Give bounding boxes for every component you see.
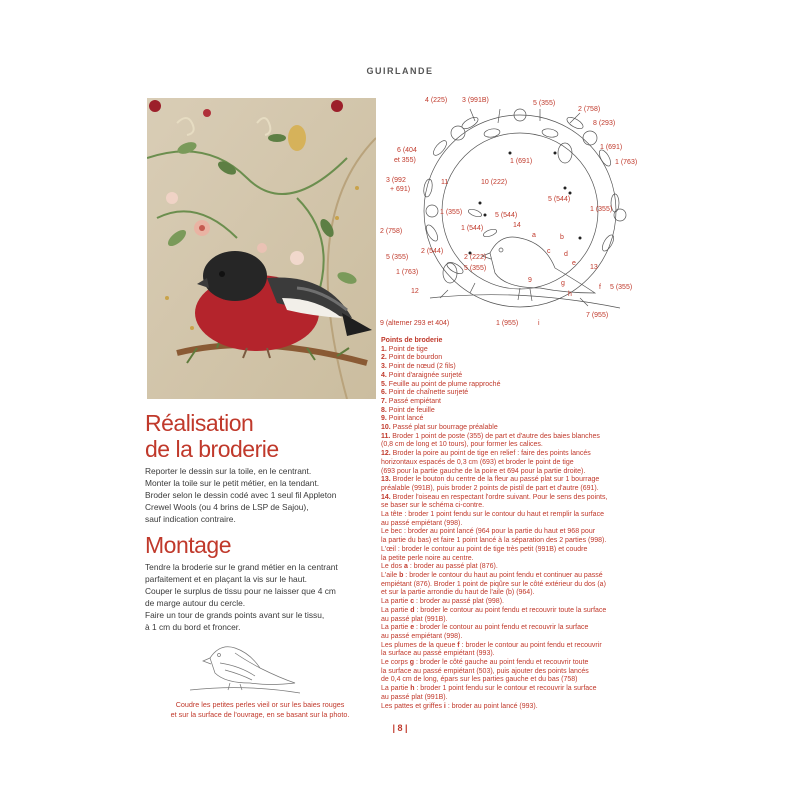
text-line: Monter la toile sur le petit métier, en la tendant. [145, 478, 320, 488]
diagram-label: 1 (355) [440, 209, 463, 216]
beads-caption [145, 700, 375, 720]
legend-num: 6. [381, 389, 387, 397]
legend-num: 8. [381, 406, 387, 414]
legend-text: Point d'araignée surjeté [386, 371, 463, 379]
legend-letter: g [409, 659, 415, 667]
legend-text: Point de nœud (2 fils) [386, 363, 456, 371]
legend-text: Broder 1 point de poste (355) de part et d'autre des baies blanches [390, 432, 600, 440]
diagram-label: 2 (758) [380, 228, 403, 235]
legend-text: La partie [381, 606, 411, 614]
legend-item [381, 607, 641, 616]
diagram-label: b [560, 234, 564, 241]
legend-item [381, 407, 641, 416]
diagram-label: e [572, 260, 576, 267]
diagram-label: 1 (691) [510, 158, 533, 165]
text-line: Crewel Wools (ou 4 brins de LSP de Sajou), [145, 502, 309, 512]
diagram-label: 1 (763) [615, 159, 638, 166]
legend-num: 5. [381, 380, 387, 388]
legend-num: 12. [381, 450, 391, 458]
legend-item [381, 685, 641, 694]
legend-text: : broder le contour au point fendu et recouvrir toute la surface [414, 606, 607, 614]
legend-item [381, 703, 641, 712]
legend-text: Point de chaînette surjeté [386, 389, 469, 397]
text-line: Couper le surplus de tissu pour ne laisser que 4 cm [145, 586, 336, 596]
legend-line: Le bec : broder au point lancé (964 pour la partie du haut et 968 pour [381, 528, 596, 536]
legend-item [381, 450, 641, 459]
diagram-label: 3 (991B) [462, 97, 489, 104]
caption-line: Coudre les petites perles vieil or sur les baies rouges [175, 700, 345, 709]
legend-text: Broder l'oiseau en respectant l'ordre suivant. Pour le sens des points, [390, 493, 608, 501]
page-header: GUIRLANDE [366, 66, 434, 76]
embroidery-photo [147, 98, 376, 399]
legend-text: Passé plat sur bourrage préalable [390, 424, 498, 432]
legend-line: au passé empiétant (998). [381, 632, 463, 640]
diagram-label: 5 (355) [610, 284, 633, 291]
text-line: Tendre la broderie sur le grand métier en la centrant [145, 562, 338, 572]
diagram-label: 10 (222) [481, 179, 508, 186]
legend-text: Point de tige [386, 345, 428, 353]
diagram-label: 2 (544) [421, 248, 444, 255]
legend-text: La partie [381, 624, 411, 632]
diagram-label: + 691) [390, 186, 411, 193]
legend-item [381, 433, 641, 442]
legend-line: au passé plat (991B). [381, 615, 448, 623]
text-line: Faire un tour de grands points avant sur le tissu, [145, 610, 325, 620]
legend-text: : broder le contour du haut au point fendu et continuer au passé [403, 571, 603, 579]
section-title-montage: Montage [145, 532, 232, 558]
legend-line: et sur la partie arrondie du haut de l'aile (b) (964). [381, 589, 535, 597]
legend-letter: a [403, 563, 408, 571]
legend-item [381, 563, 641, 572]
legend-num: 10. [381, 424, 391, 432]
legend-num: 14. [381, 493, 391, 501]
legend-num: 11. [381, 432, 391, 440]
legend-num: 2. [381, 354, 387, 362]
text-line: Broder selon le dessin codé avec 1 seul fil Appleton [145, 490, 337, 500]
legend-num: 3. [381, 363, 387, 371]
legend-letter: f [457, 641, 460, 649]
legend-item [381, 494, 641, 503]
diagram-label: d [564, 251, 568, 258]
legend-line: la petite perle noire au centre. [381, 554, 474, 562]
legend-item [381, 354, 641, 363]
legend-line: de 0,4 cm de long, épars sur les parties gauche et du bas (758) [381, 676, 578, 684]
legend-item [381, 372, 641, 381]
legend-text: La partie [381, 685, 411, 693]
diagram-label: 9 (alterner 293 et 404) [380, 320, 450, 327]
legend-line: La tête : broder 1 point fendu sur le contour du haut et remplir la surface [381, 511, 604, 519]
diagram-label: 1 (691) [600, 144, 623, 151]
embroidery-diagram [380, 93, 650, 333]
diagram-label: 3 (992 [386, 177, 406, 184]
legend-text: Point lancé [386, 415, 424, 423]
diagram-label: c [547, 248, 551, 255]
diagram-label: 12 [411, 288, 419, 295]
legend-text: : broder au passé plat (876). [407, 563, 498, 571]
diagram-label: 5 (355) [386, 254, 409, 261]
legend-item [381, 659, 641, 668]
legend-line: au passé empiétant (998). [381, 519, 463, 527]
legend-heading: Points de broderie [381, 337, 443, 344]
legend-text: Broder la poire au point de tige en relief : faire des points lancés [390, 450, 591, 458]
diagram-label: f [599, 284, 601, 291]
legend-item [381, 424, 641, 433]
legend-item [381, 346, 641, 355]
page-number: | 8 | [392, 723, 408, 733]
legend-line: (693 pour la partie gauche de la poire et 694 pour la partie droite). [381, 467, 586, 475]
legend-text: Feuille au point de plume rapproché [386, 380, 501, 388]
diagram-label: 1 (955) [496, 320, 519, 327]
legend-letter: i [443, 702, 446, 710]
legend-text: : broder au point lancé (993). [445, 702, 538, 710]
legend-num: 7. [381, 397, 387, 405]
legend-item [381, 389, 641, 398]
legend-text: : broder 1 point fendu sur le contour et recouvrir la surface [414, 685, 597, 693]
legend-line: (0,8 cm de long et 10 tours), pour former les calices. [381, 441, 543, 449]
legend-line: au passé plat (991B). [381, 693, 448, 701]
legend-letter: h [410, 685, 415, 693]
diagram-label: 2 (222) [464, 254, 487, 261]
legend-item [381, 598, 641, 607]
legend-text: : broder au passé plat (998). [414, 598, 504, 606]
legend-item [381, 415, 641, 424]
diagram-label: 6 (404 [397, 147, 417, 154]
legend-num: 4. [381, 371, 387, 379]
diagram-label: et 355) [394, 157, 416, 164]
caption-line: et sur la surface de l'ouvrage, en se basant sur la photo. [170, 710, 350, 719]
section-title-realisation: Réalisation [145, 410, 254, 436]
legend-item [381, 363, 641, 372]
legend-letter: c [410, 598, 415, 606]
diagram-label: 5 (544) [495, 212, 518, 219]
legend-line: la partie du bas) et faire 1 point lancé à la séparation des 2 parties (998). [381, 537, 607, 545]
legend-line: se baser sur le schéma ci-contre. [381, 502, 485, 510]
diagram-label: 1 (544) [461, 225, 484, 232]
diagram-label: 7 (955) [586, 312, 609, 319]
legend-num: 1. [381, 345, 387, 353]
text-line: sauf indication contraire. [145, 514, 236, 524]
diagram-label: 2 (758) [578, 106, 601, 113]
legend-line: la surface au passé empiétant (993). [381, 650, 495, 658]
legend-text: : broder le côté gauche au point fendu et recouvrir toute [414, 659, 589, 667]
diagram-label: 8 (293) [593, 120, 616, 127]
text-line: parfaitement et en plaçant la vis sur le haut. [145, 574, 308, 584]
diagram-label: a [532, 232, 536, 239]
diagram-label: 1 (763) [396, 269, 419, 276]
legend-num: 13. [381, 476, 391, 484]
text-line: à 1 cm du bord et froncer. [145, 622, 241, 632]
legend-letter: d [410, 606, 415, 614]
diagram-label: 14 [513, 222, 521, 229]
realisation-text [145, 465, 370, 525]
legend-item [381, 398, 641, 407]
legend-line: L'œil : broder le contour au point de tige très petit (991B) et coudre [381, 545, 588, 553]
diagram-label: g [561, 280, 565, 287]
diagram-label: 11 [441, 179, 449, 186]
stitch-legend [381, 337, 641, 711]
legend-line: horizontaux espacés de 0,3 cm (693) et broder le point de tige [381, 458, 574, 466]
legend-text: Le corps [381, 659, 410, 667]
diagram-label: 5 (355) [533, 100, 556, 107]
legend-text: : broder le contour au point fendu et recouvrir la surface [414, 624, 589, 632]
legend-item [381, 572, 641, 581]
legend-text: Passé empiétant [386, 397, 441, 405]
legend-line: préalable (991B), puis broder 2 points de pistil de part et d'autre (691). [381, 484, 599, 492]
legend-text: Les plumes de la queue [381, 641, 458, 649]
legend-text: Le dos [381, 563, 404, 571]
diagram-label: 4 (225) [425, 97, 448, 104]
legend-text: : broder le contour au point fendu et recouvrir [459, 641, 602, 649]
legend-item [381, 381, 641, 390]
legend-text: L'aile [381, 571, 400, 579]
diagram-label: 9 [528, 277, 532, 284]
bird-stitch-sketch [190, 638, 300, 698]
legend-item [381, 642, 641, 651]
montage-text [145, 561, 370, 633]
diagram-label: h [568, 291, 572, 298]
legend-line: empiétant (876). Broder 1 point de piqûre sur le côté extérieur du dos (a) [381, 580, 606, 588]
legend-text: Les pattes et griffes [381, 702, 444, 710]
legend-item [381, 624, 641, 633]
text-line: de marge autour du cercle. [145, 598, 246, 608]
legend-line: la surface au passé empiétant (503), puis ajouter des points lancés [381, 667, 589, 675]
legend-num: 9. [381, 415, 387, 423]
legend-letter: b [399, 571, 404, 579]
diagram-label: i [538, 320, 540, 327]
legend-item [381, 476, 641, 485]
legend-letter: e [410, 624, 415, 632]
diagram-label: 5 (544) [548, 196, 571, 203]
legend-text: Point de feuille [386, 406, 435, 414]
diagram-label: 13 [590, 264, 598, 271]
diagram-label: 1 (355) [590, 206, 613, 213]
section-title-realisation-2: de la broderie [145, 436, 279, 462]
diagram-label: 5 (355) [464, 265, 487, 272]
legend-text: Broder le bouton du centre de la fleur au passé plat sur 1 bourrage [390, 476, 600, 484]
legend-text: Point de bourdon [386, 354, 443, 362]
text-line: Reporter le dessin sur la toile, en le centrant. [145, 466, 312, 476]
legend-text: La partie [381, 598, 411, 606]
